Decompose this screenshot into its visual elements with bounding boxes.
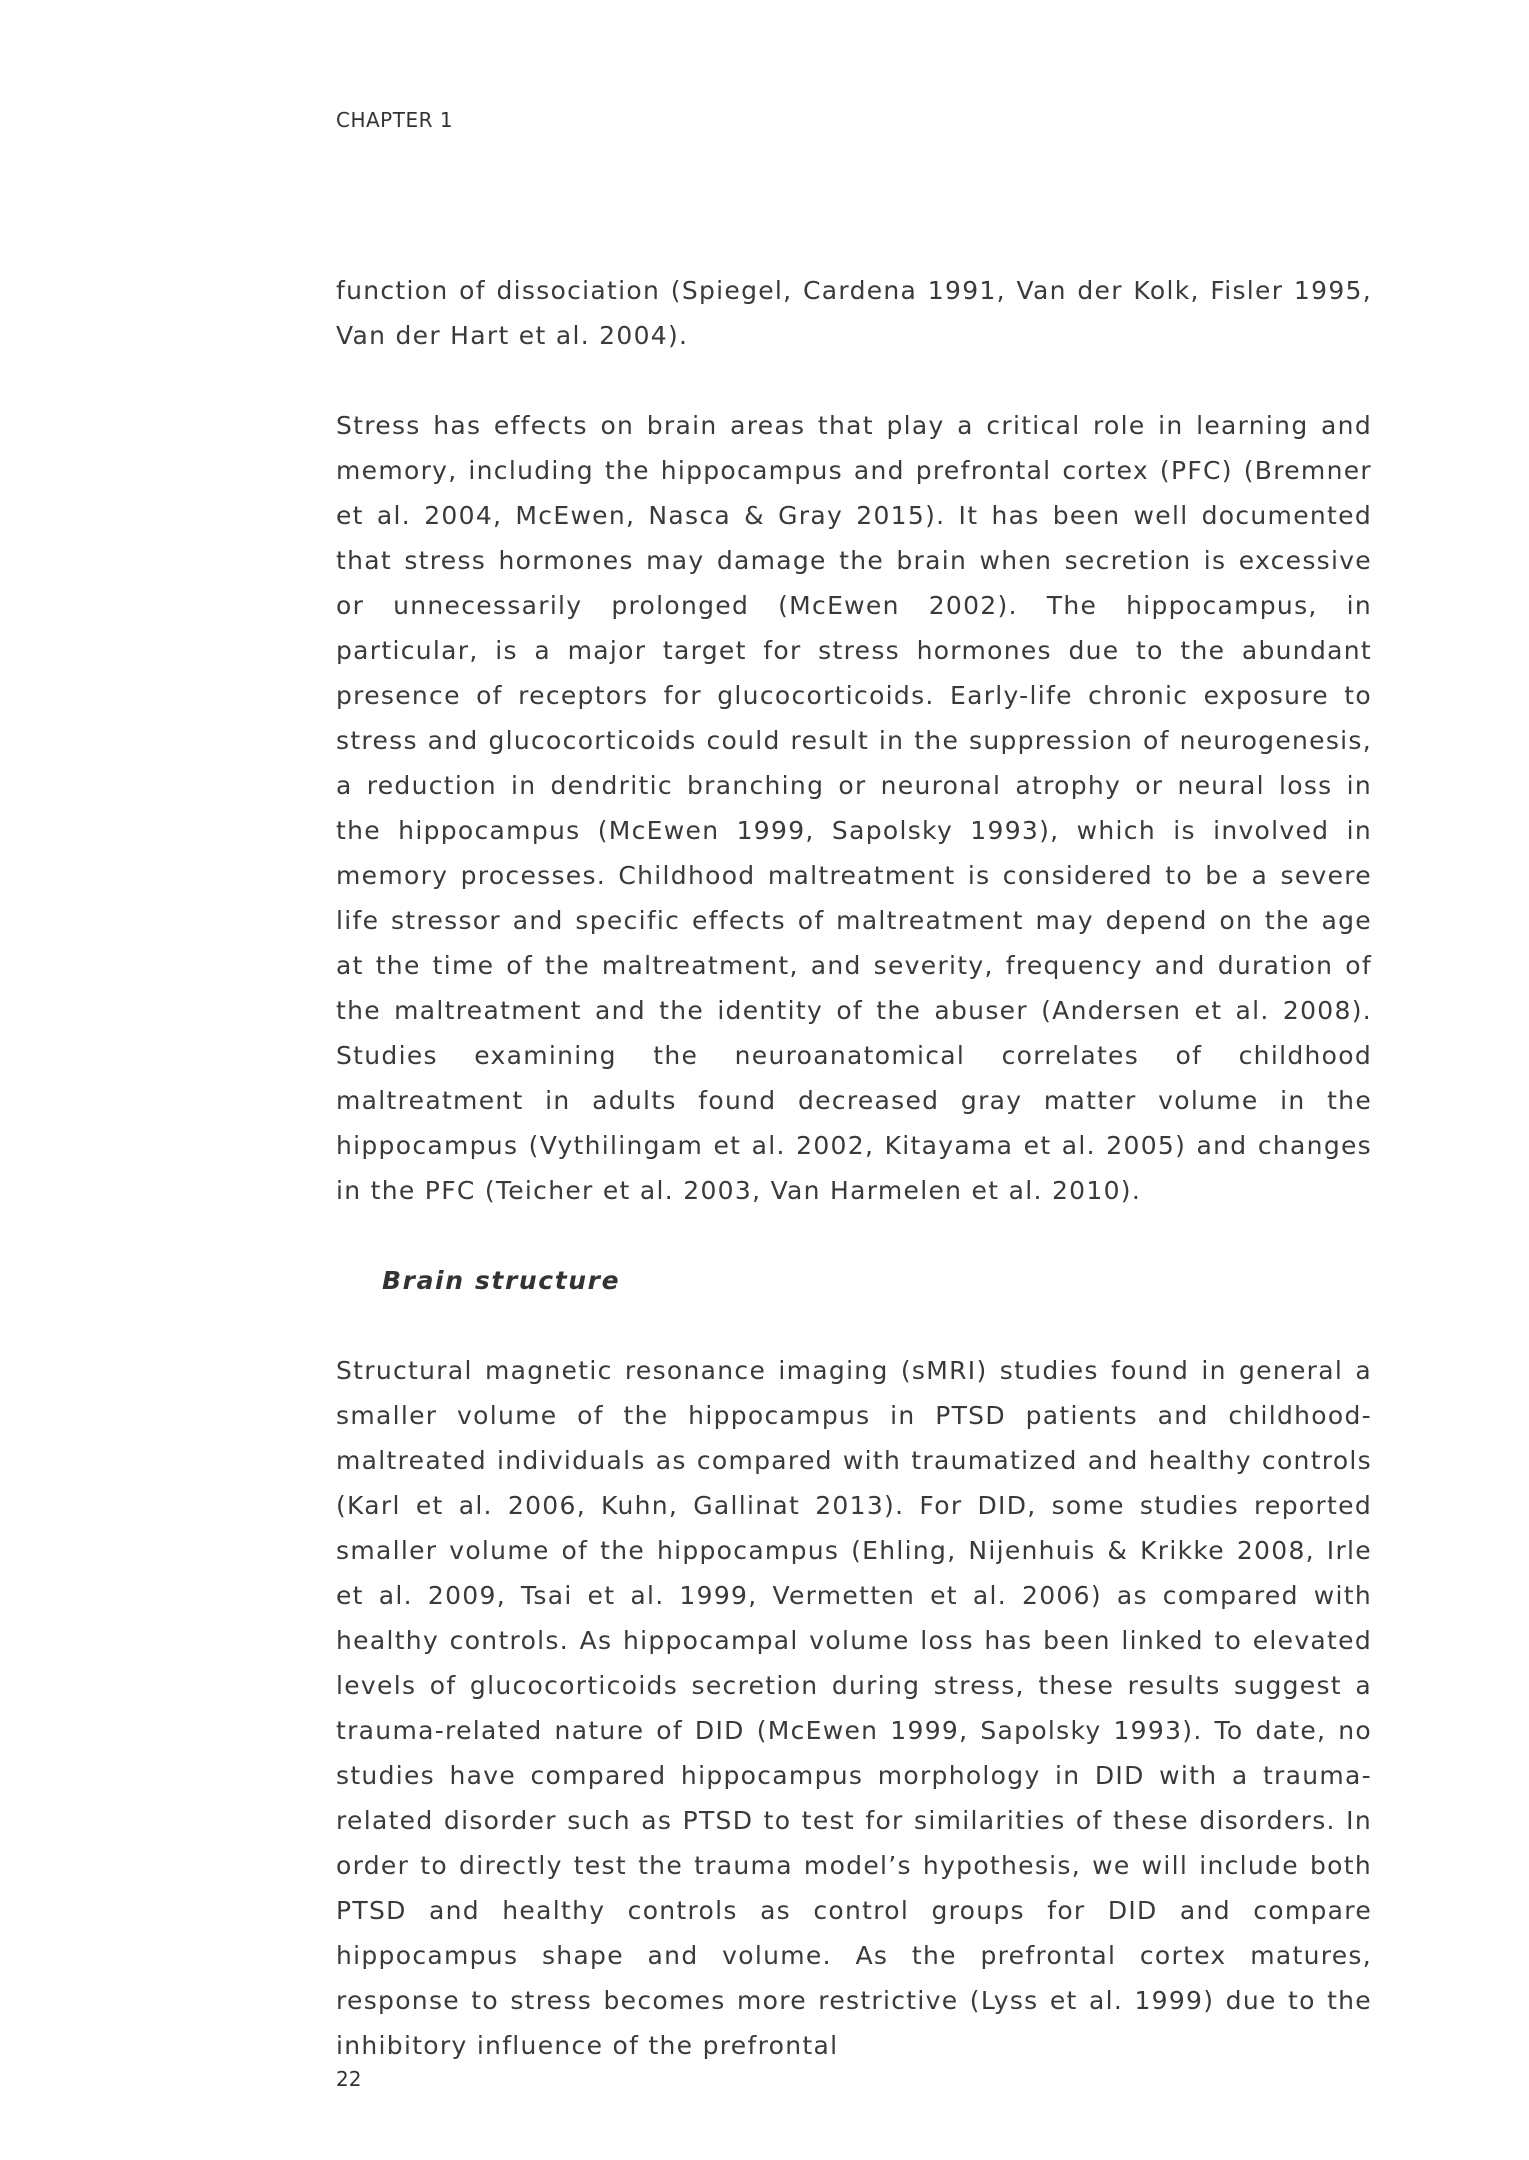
- paragraph-smri-studies: Structural magnetic resonance imaging (sMRI) studies found in general a smaller volume of the hippocampus in PTSD patients and childhood-maltreated individuals as compared with traumatized and healthy controls (Karl et al. 2006, Kuhn, Gallinat 2013). For DID, some studies reported smaller volume of the hippocampus (Ehling, Nijenhuis & Krikke 2008, Irle et al. 2009, Tsai et al. 1999, Vermetten et al. 2006) as compared with healthy controls. As hippocampal volume loss has been linked to elevated levels of glucocorticoids secretion during stress, these results suggest a trauma-related nature of DID (McEwen 1999, Sapolsky 1993). To date, no studies have compared hippocampus morphology in DID with a trauma-related disorder such as PTSD to test for similarities of these disorders. In order to directly test the trauma model’s hypothesis, we will include both PTSD and healthy controls as control groups for DID and compare hippocampus shape and volume. As the prefrontal cortex matures, response to stress becomes more restrictive (Lyss et al. 1999) due to the inhibitory influence of the prefrontal: [336, 1356, 1372, 2060]
- page-number: 22: [336, 2067, 362, 2091]
- paragraph-dissociation: function of dissociation (Spiegel, Cardena 1991, Van der Kolk, Fisler 1995, Van der Hart et al. 2004).: [336, 276, 1372, 350]
- body-text: [336, 268, 1372, 2068]
- paragraph-stress-effects: Stress has effects on brain areas that play a critical role in learning and memory, including the hippocampus and prefrontal cortex (PFC) (Bremner et al. 2004, McEwen, Nasca & Gray 2015). It has been well documented that stress hormones may damage the brain when secretion is excessive or unnecessarily prolonged (McEwen 2002). The hippocampus, in particular, is a major target for stress hormones due to the abundant presence of receptors for glucocorticoids. Early-life chronic exposure to stress and glucocorticoids could result in the suppression of neurogenesis, a reduction in dendritic branching or neuronal atrophy or neural loss in the hippocampus (McEwen 1999, Sapolsky 1993), which is involved in memory processes. Childhood maltreatment is considered to be a severe life stressor and specific effects of maltreatment may depend on the age at the time of the maltreatment, and severity, frequency and duration of the maltreatment and the identity of the abuser (Andersen et al. 2008). Studies examining the neuroanatomical correlates of childhood maltreatment in adults found decreased gray matter volume in the hippocampus (Vythilingam et al. 2002, Kitayama et al. 2005) and changes in the PFC (Teicher et al. 2003, Van Harmelen et al. 2010).: [336, 411, 1372, 1205]
- running-header: CHAPTER 1: [336, 108, 454, 132]
- section-heading-brain-structure: Brain structure: [382, 1266, 621, 1295]
